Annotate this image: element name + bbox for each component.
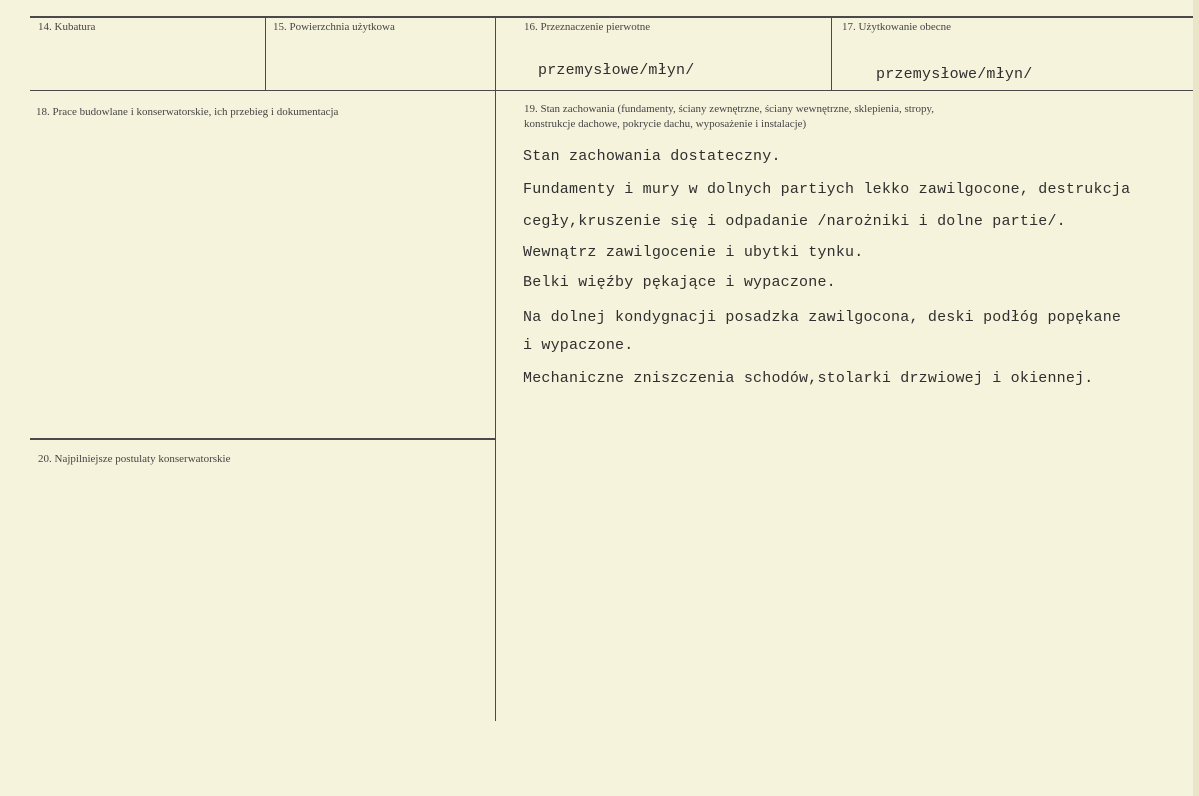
condition-line: Fundamenty i mury w dolnych partiych lekko zawilgocone, destrukcja — [523, 181, 1131, 198]
top-border-line — [30, 16, 1196, 18]
field-17-value: przemysłowe/młyn/ — [876, 66, 1033, 83]
field-19-label-line2: konstrukcje dachowe, pokrycie dachu, wyposażenie i instalacje) — [524, 118, 807, 130]
field-20-label: 20. Najpilniejsze postulaty konserwatorskie — [38, 453, 231, 465]
field-17-label: 17. Użytkowanie obecne — [842, 21, 952, 33]
condition-line: cegły,kruszenie się i odpadanie /narożniki i dolne partie/. — [523, 213, 1066, 230]
condition-line: Wewnątrz zawilgocenie i ubytki tynku. — [523, 244, 864, 261]
divider-18-20 — [30, 438, 495, 440]
condition-line: Stan zachowania dostateczny. — [523, 148, 781, 165]
divider-16-17 — [831, 17, 832, 91]
condition-line: Mechaniczne zniszczenia schodów,stolarki drzwiowej i okiennej. — [523, 370, 1094, 387]
field-18-label: 18. Prace budowlane i konserwatorskie, ich przebieg i dokumentacja — [36, 106, 339, 118]
condition-line: Na dolnej kondygnacji posadzka zawilgocona, deski podłóg popękane — [523, 309, 1122, 326]
field-19-label-line1: 19. Stan zachowania (fundamenty, ściany zewnętrzne, ściany wewnętrzne, sklepienia, stropy, — [524, 103, 935, 115]
divider-15-16 — [495, 17, 496, 721]
condition-line: i wypaczone. — [523, 337, 634, 354]
field-16-value: przemysłowe/młyn/ — [538, 62, 695, 79]
condition-line: Belki więźby pękające i wypaczone. — [523, 274, 836, 291]
divider-14-15 — [265, 17, 266, 91]
page-edge — [1193, 0, 1199, 796]
field-16-label: 16. Przeznaczenie pierwotne — [524, 21, 651, 33]
field-15-label: 15. Powierzchnia użytkowa — [273, 21, 395, 33]
field-14-label: 14. Kubatura — [38, 21, 96, 33]
row-divider-line — [30, 90, 1196, 91]
